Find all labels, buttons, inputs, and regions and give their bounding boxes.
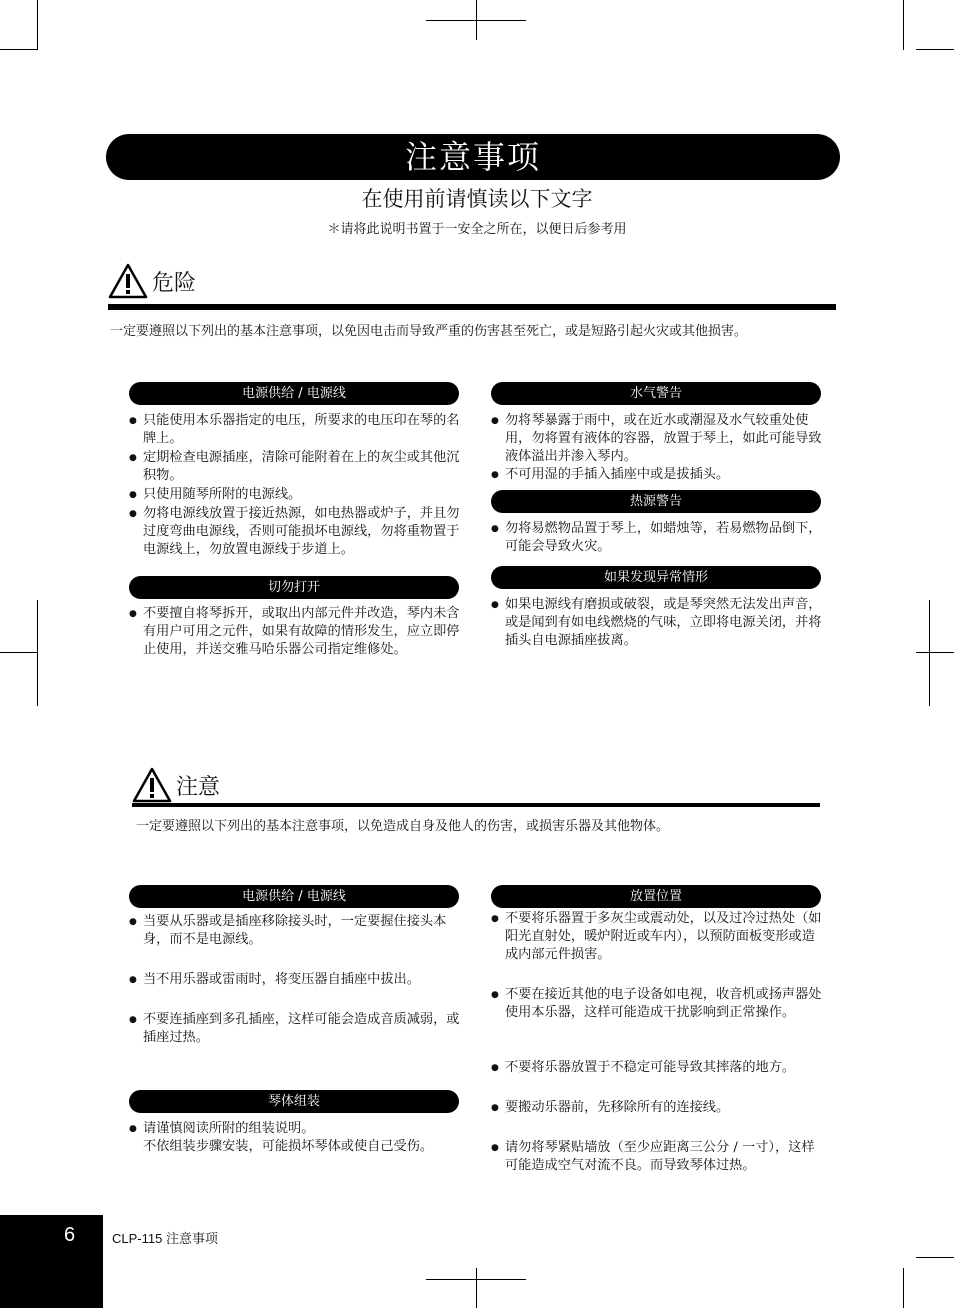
group-title-power: 电源供给 / 电源线 (129, 382, 459, 405)
list-item: ● 不要将乐器置于多灰尘或震动处，以及过冷过热处（如阳光直射处，暖炉附近或车内），以预防面板变形或造成内部元件损害。 (491, 910, 823, 964)
crop-mark (916, 652, 954, 653)
list-item: ● 定期检查电源插座，清除可能附着在上的灰尘或其他沉积物。 (129, 449, 461, 485)
danger-intro: 一定要遵照以下列出的基本注意事项，以免因电击而导致严重的伤害甚至死亡，或是短路引起火灾或其他损害。 (110, 324, 748, 339)
crop-mark (426, 20, 526, 21)
warning-icon (108, 263, 148, 299)
danger-rule (108, 304, 836, 310)
caution-heading (132, 767, 220, 803)
page-subtitle: 在使用前请慎读以下文字 (361, 187, 593, 211)
crop-mark (476, 1268, 477, 1308)
group-title-power: 电源供给 / 电源线 (129, 885, 459, 908)
page-number: 6 (64, 1224, 76, 1246)
group-title-heat: 热源警告 (491, 490, 821, 513)
list-item: ● 只能使用本乐器指定的电压，所要求的电压印在琴的名牌上。 (129, 412, 461, 448)
crop-mark (0, 652, 38, 653)
group-title-do-not-open: 切勿打开 (129, 576, 459, 599)
list-item: ● 请勿将琴紧贴墙放（至少应距离三公分 / 一寸），这样可能造成空气对流不良。而导致琴体过热。 (491, 1139, 823, 1175)
list-item: ● 当不用乐器或雷雨时，将变压器自插座中拔出。 (129, 971, 461, 989)
list-item: ● 不要擅自将琴拆开，或取出内部元件并改造，琴内未含有用户可用之元件，如果有故障的情形发生，应立即停止使用，并送交雅马哈乐器公司指定维修处。 (129, 605, 461, 659)
list-item: ● 不要连插座到多孔插座，这样可能会造成音质减弱，或插座过热。 (129, 1011, 461, 1047)
list-item: ● 当要从乐器或是插座移除接头时，一定要握住接头本身，而不是电源线。 (129, 913, 461, 949)
group-title-location: 放置位置 (491, 885, 821, 908)
list-item: ● 勿将易燃物品置于琴上，如蜡烛等，若易燃物品倒下，可能会导致火灾。 (491, 520, 823, 556)
list-item: ● 如果电源线有磨损或破裂，或是琴突然无法发出声音，或是闻到有如电线燃烧的气味，立即将电源关闭，并将插头自电源插座拔离。 (491, 596, 823, 650)
group-title-water: 水气警告 (491, 382, 821, 405)
crop-mark (426, 1279, 526, 1280)
group-title-assembly: 琴体组装 (129, 1090, 459, 1113)
list-item: ● 勿将电源线放置于接近热源，如电热器或炉子，并且勿过度弯曲电源线，否则可能损坏电源线，勿将重物置于电源线上，勿放置电源线于步道上。 (129, 505, 461, 559)
danger-heading (108, 263, 196, 299)
keep-note: ＊请将此说明书置于一安全之所在，以便日后参考用 (327, 222, 627, 237)
crop-mark (903, 0, 904, 50)
list-item: 不依组装步骤安装，可能损坏琴体或使自己受伤。 (143, 1139, 434, 1154)
page-title: 注意事项 (106, 134, 840, 180)
footer-text: CLP-115 注意事项 (112, 1231, 218, 1246)
group-title-abnormal: 如果发现异常情形 (491, 566, 821, 589)
crop-mark (37, 600, 38, 706)
list-item: ● 要搬动乐器前，先移除所有的连接线。 (491, 1099, 823, 1117)
caution-rule (132, 803, 820, 807)
list-item: ● 不要在接近其他的电子设备如电视，收音机或扬声器处使用本乐器，这样可能造成干扰影响到正常操作。 (491, 986, 823, 1022)
crop-mark (916, 49, 954, 50)
list-item: ● 不要将乐器放置于不稳定可能导致其摔落的地方。 (491, 1059, 823, 1077)
crop-mark (37, 0, 38, 50)
caution-label: 注意 (176, 774, 221, 800)
crop-mark (903, 1268, 904, 1308)
crop-mark (929, 600, 930, 706)
page-number-block (0, 1215, 103, 1308)
crop-mark (916, 1257, 954, 1258)
crop-mark (0, 49, 38, 50)
list-item: ● 勿将琴暴露于雨中，或在近水或潮湿及水气较重处使用，勿将置有液体的容器，放置于琴上，如此可能导致液体溢出并渗入琴内。 (491, 412, 823, 466)
warning-icon (132, 767, 172, 803)
list-item: ● 不可用湿的手插入插座中或是拔插头。 (491, 466, 823, 484)
list-item: ● 请谨慎阅读所附的组装说明。 (129, 1120, 461, 1138)
danger-label: 危险 (152, 270, 197, 296)
list-item: ● 只使用随琴所附的电源线。 (129, 486, 461, 504)
caution-intro: 一定要遵照以下列出的基本注意事项，以免造成自身及他人的伤害，或损害乐器及其他物体。 (136, 819, 670, 834)
